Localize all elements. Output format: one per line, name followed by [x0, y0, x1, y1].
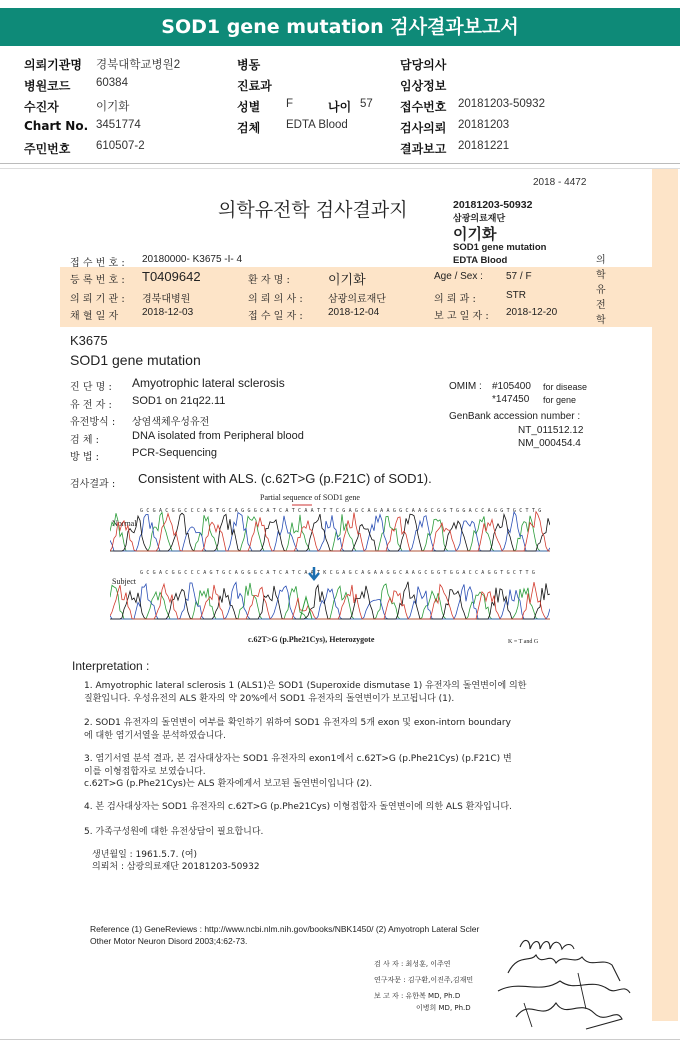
interpretation-line: c.62T>G (p.Phe21Cys)는 ALS 환자에게서 보고된 돌연변이입니다 (2).: [84, 779, 373, 789]
reference-line: Reference (1) GeneReviews : http://www.ncbi.nlm.nih.gov/books/NBK1450/ (2) Amyotroph Lateral Scler: [90, 924, 480, 934]
genbank-nt: NT_011512.12: [518, 425, 584, 436]
age-sex: 57 / F: [506, 271, 532, 282]
requesting-dept: STR: [506, 290, 526, 301]
chromatogram-trace: [110, 583, 550, 619]
genbank-nm: NM_000454.4: [518, 438, 581, 449]
mutant-peak: [300, 597, 312, 619]
collection-date: 2018-12-03: [142, 307, 194, 318]
stamp-specimen: EDTA Blood: [453, 255, 508, 266]
meta-divider: [0, 163, 680, 164]
stamp-test: SOD1 gene mutation: [453, 242, 547, 253]
meta-value: 20181203: [458, 119, 510, 131]
field-label: 검 체 :: [70, 435, 100, 446]
examiner: 검 사 자 : 최성훈, 이주연: [374, 960, 451, 968]
meta-value: 이기화: [96, 101, 130, 113]
omim-gene-note: for gene: [543, 395, 577, 405]
omim-label: OMIM :: [449, 381, 482, 392]
inheritance: 상염색체우성유전: [132, 417, 210, 428]
field-label: 진 단 명 :: [70, 382, 112, 393]
normal-sequence: G C G A C G G C C C A G T G C A G G G C A T C A T C A A T T T C G A G C A G A A G G C A A G C G G T G G A C C A G G T G C T T G: [140, 508, 542, 514]
field-label: 보 고 일 자 :: [434, 311, 489, 322]
meta-label: 검체: [237, 121, 261, 135]
mutation-arrow-icon: [309, 567, 319, 579]
meta-label: 병원코드: [24, 79, 71, 93]
report-serial: 2018 - 4472: [533, 177, 587, 188]
research-advisor: 연구자문 : 김구환,이진주,김재민: [374, 976, 474, 984]
chromatogram-trace: [110, 582, 550, 619]
meta-label: 담당의사: [400, 58, 447, 72]
stamp-ref: 20181203-50932: [453, 199, 533, 211]
meta-label: 결과보고: [400, 142, 447, 156]
field-label: 의 뢰 기 관 :: [70, 294, 125, 305]
omim-gene: *147450: [492, 394, 530, 405]
report-title-bar: [0, 8, 680, 46]
meta-label: 검사의뢰: [400, 121, 447, 135]
meta-label: Chart No.: [24, 119, 89, 133]
test-name: SOD1 gene mutation: [70, 352, 201, 368]
stamp-lab: 삼광의료재단: [453, 214, 506, 224]
subject-sequence: G C G A C G G C C C A G T G C A G G G C A T C A T C A A T K C G A G C A G A A G G C A A G C G G T G G A C C A G G T G C T T G: [140, 570, 536, 576]
stamp-patient: 이기화: [453, 225, 497, 243]
registration-number: T0409642: [142, 269, 201, 284]
field-label: 유 전 자 :: [70, 400, 112, 411]
diagnosis: Amyotrophic lateral sclerosis: [132, 376, 285, 390]
figure-caption: Partial sequence of SOD1 gene: [260, 493, 360, 502]
gene-locus: SOD1 on 21q22.11: [132, 395, 226, 407]
field-label: 접 수 일 자 :: [248, 311, 303, 322]
meta-label: 나이: [328, 100, 352, 114]
reference-line: Other Motor Neuron Disord 2003;4:62-73.: [90, 936, 248, 946]
receipt-number: 20180000- K3675 -I- 4: [142, 254, 243, 265]
result-label: 검사결과 :: [70, 479, 116, 490]
field-label: 접 수 번 호 :: [70, 258, 125, 269]
meta-label: 접수번호: [400, 100, 447, 114]
meta-value: 3451774: [96, 119, 141, 131]
genbank-label: GenBank accession number :: [449, 411, 581, 422]
omim-disease: #105400: [492, 381, 531, 392]
requester: 의뢰처 : 삼광의료재단 20181203-50932: [92, 862, 260, 872]
result-text: Consistent with ALS. (c.62T>G (p.F21C) of SOD1).: [138, 471, 432, 486]
birth-date: 생년월일 : 1961.5.7. (여): [92, 850, 198, 860]
interpretation-line: 질환입니다. 우성유전의 ALS 환자의 약 20%에서 SOD1 유전자의 돌연변이가 보고됩니다 (1).: [84, 694, 455, 704]
meta-value: F: [286, 98, 294, 110]
chromatogram-trace: [110, 582, 550, 619]
meta-label: 성별: [237, 100, 261, 114]
report-heading: 의학유전학 검사결과지: [218, 199, 408, 221]
reporter: 이병희 MD, Ph.D: [416, 1004, 471, 1012]
meta-label: 병동: [237, 58, 261, 72]
meta-label: 주민번호: [24, 142, 71, 156]
subject-label: Subject: [112, 577, 136, 586]
test-code: K3675: [70, 333, 108, 348]
interpretation-title: Interpretation :: [72, 659, 150, 673]
field-label: 등 록 번 호 :: [70, 275, 125, 286]
meta-value: EDTA Blood: [286, 119, 348, 131]
meta-value: 경북대학교병원2: [96, 59, 181, 71]
mutation-caption: c.62T>G (p.Phe21Cys), Heterozygote: [248, 635, 375, 644]
interpretation-line: 1. Amyotrophic lateral sclerosis 1 (ALS1)은 SOD1 (Superoxide dismutase 1) 유전자의 돌연변이에 의한: [84, 681, 527, 691]
field-label: Age / Sex :: [434, 271, 483, 282]
meta-label: 의뢰기관명: [24, 58, 82, 72]
interpretation-line: 이를 이형접합자로 보였습니다.: [84, 767, 206, 777]
field-label: 환 자 명 :: [248, 275, 290, 286]
figure-key: K = T and G: [508, 639, 539, 645]
meta-label: 임상정보: [400, 79, 447, 93]
patient-name: 이기화: [328, 273, 366, 288]
field-label: 채 혈 일 자: [70, 311, 119, 322]
vertical-char: 학: [596, 315, 606, 326]
omim-disease-note: for disease: [543, 382, 588, 392]
vertical-char: 학: [596, 270, 606, 281]
patient-meta-table: [0, 52, 680, 164]
report-date: 2018-12-20: [506, 307, 558, 318]
meta-label: 진료과: [237, 79, 272, 93]
meta-value: 610507-2: [96, 140, 145, 152]
method: PCR-Sequencing: [132, 447, 217, 459]
vertical-char: 전: [596, 300, 606, 311]
reporter: 보 고 자 : 유한복 MD, Ph.D: [374, 992, 461, 1000]
interpretation-line: 2. SOD1 유전자의 돌연변이 여부를 확인하기 위하여 SOD1 유전자의 5개 exon 및 exon-intorn boundary: [84, 718, 511, 728]
meta-value: 20181221: [458, 140, 510, 152]
interpretation-line: 3. 염기서열 분석 결과, 본 검사대상자는 SOD1 유전자의 exon1에서 c.62T>G (p.Phe21Cys) (p.F21C) 변: [84, 754, 512, 764]
interpretation-line: 5. 가족구성원에 대한 유전상담이 필요합니다.: [84, 827, 264, 837]
meta-value: 60384: [96, 77, 128, 89]
receipt-date: 2018-12-04: [328, 307, 380, 318]
meta-value: 20181203-50932: [458, 98, 545, 110]
field-label: 방 법 :: [70, 452, 100, 463]
field-label: 유전방식 :: [70, 417, 116, 428]
requesting-doctor: 삼광의료재단: [328, 294, 386, 305]
report-title: SOD1 gene mutation 검사결과보고서: [161, 16, 519, 38]
scanned-report: [0, 168, 680, 1040]
vertical-char: 의: [596, 255, 606, 266]
normal-label: Normal: [112, 519, 137, 528]
interpretation-line: 4. 본 검사대상자는 SOD1 유전자의 c.62T>G (p.Phe21Cys) 이형접합자 돌연변이에 의한 ALS 환자입니다.: [84, 802, 512, 812]
field-label: 의 뢰 의 사 :: [248, 294, 303, 305]
specimen: DNA isolated from Peripheral blood: [132, 430, 304, 442]
vertical-char: 유: [596, 285, 606, 296]
requesting-institution: 경북대병원: [142, 294, 191, 305]
field-label: 의 뢰 과 :: [434, 294, 476, 305]
interpretation-line: 에 대한 염기서열을 분석하였습니다.: [84, 731, 226, 741]
handwritten-signature: [490, 933, 635, 1033]
chromatogram-trace: [110, 582, 550, 619]
meta-label: 수진자: [24, 100, 59, 114]
chromatogram-traces: [110, 491, 550, 631]
meta-value: 57: [360, 98, 373, 110]
